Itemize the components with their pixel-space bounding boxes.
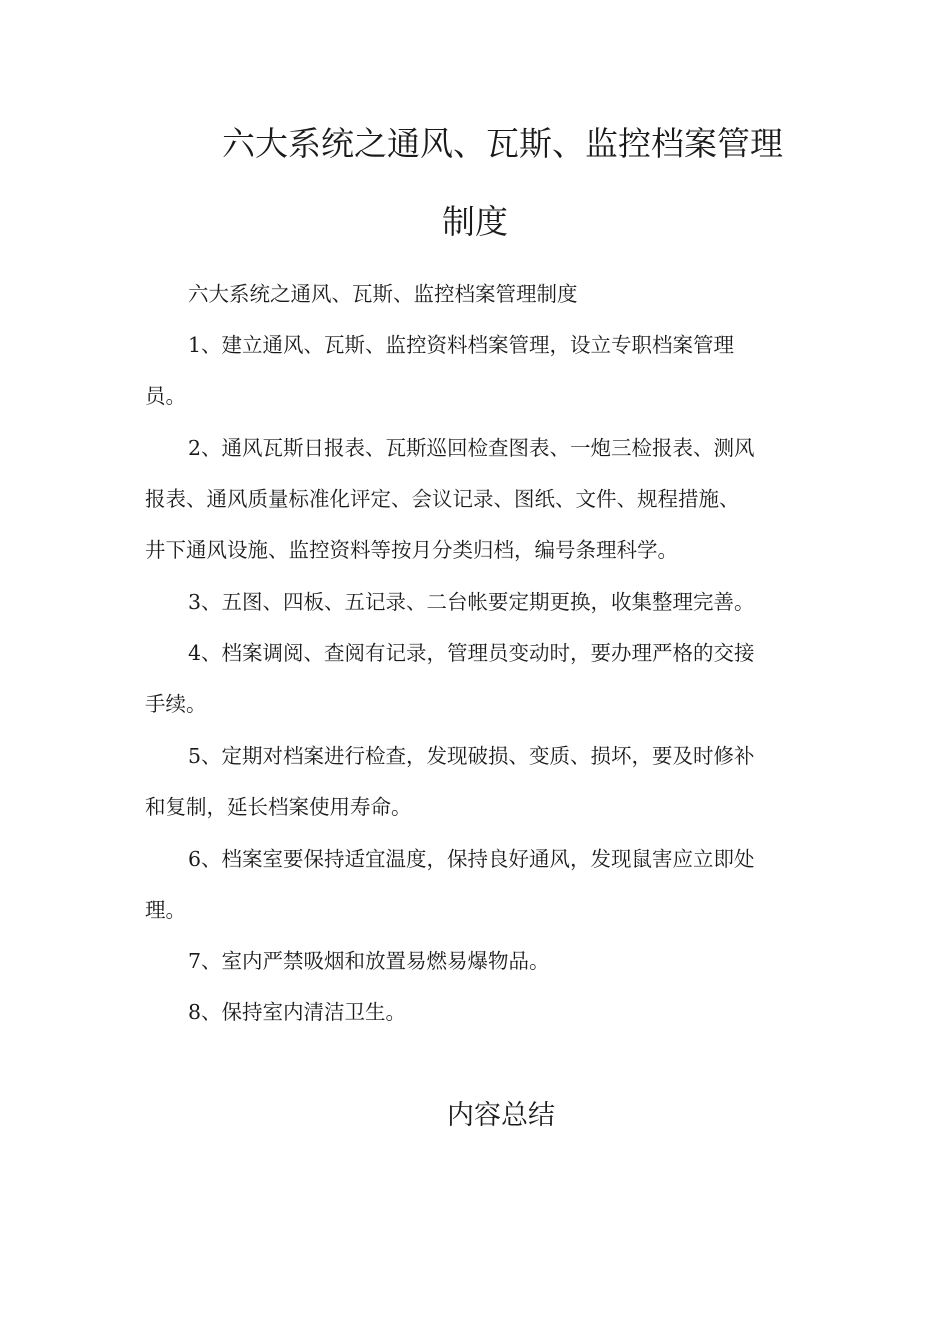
summary-heading: 内容总结 (447, 1100, 555, 1131)
paragraph-8-line-1: 8、保持室内清洁卫生。 (188, 1000, 407, 1024)
paragraph-4-line-1: 4、档案调阅、查阅有记录，管理员变动时，要办理严格的交接 (188, 641, 755, 665)
document-subtitle: 六大系统之通风、瓦斯、监控档案管理制度 (188, 282, 578, 306)
paragraph-2-line-3: 井下通风设施、监控资料等按月分类归档，编号条理科学。 (145, 538, 678, 562)
paragraph-1-line-1: 1、建立通风、瓦斯、监控资料档案管理，设立专职档案管理 (188, 333, 735, 357)
document-title-line-1: 六大系统之通风、瓦斯、监控档案管理 (222, 124, 783, 163)
paragraph-4-line-2: 手续。 (145, 692, 207, 716)
paragraph-7-line-1: 7、室内严禁吸烟和放置易燃易爆物品。 (188, 949, 550, 973)
paragraph-2-line-2: 报表、通风质量标准化评定、会议记录、图纸、文件、规程措施、 (145, 487, 740, 511)
document-title-line-2: 制度 (442, 202, 508, 241)
paragraph-5-line-2: 和复制，延长档案使用寿命。 (145, 795, 412, 819)
paragraph-6-line-1: 6、档案室要保持适宜温度，保持良好通风，发现鼠害应立即处 (188, 847, 755, 871)
paragraph-3-line-1: 3、五图、四板、五记录、二台帐要定期更换，收集整理完善。 (188, 590, 755, 614)
paragraph-5-line-1: 5、定期对档案进行检查，发现破损、变质、损坏，要及时修补 (188, 744, 755, 768)
paragraph-1-line-2: 员。 (145, 384, 186, 408)
paragraph-2-line-1: 2、通风瓦斯日报表、瓦斯巡回检查图表、一炮三检报表、测风 (188, 436, 755, 460)
paragraph-6-line-2: 理。 (145, 898, 186, 922)
